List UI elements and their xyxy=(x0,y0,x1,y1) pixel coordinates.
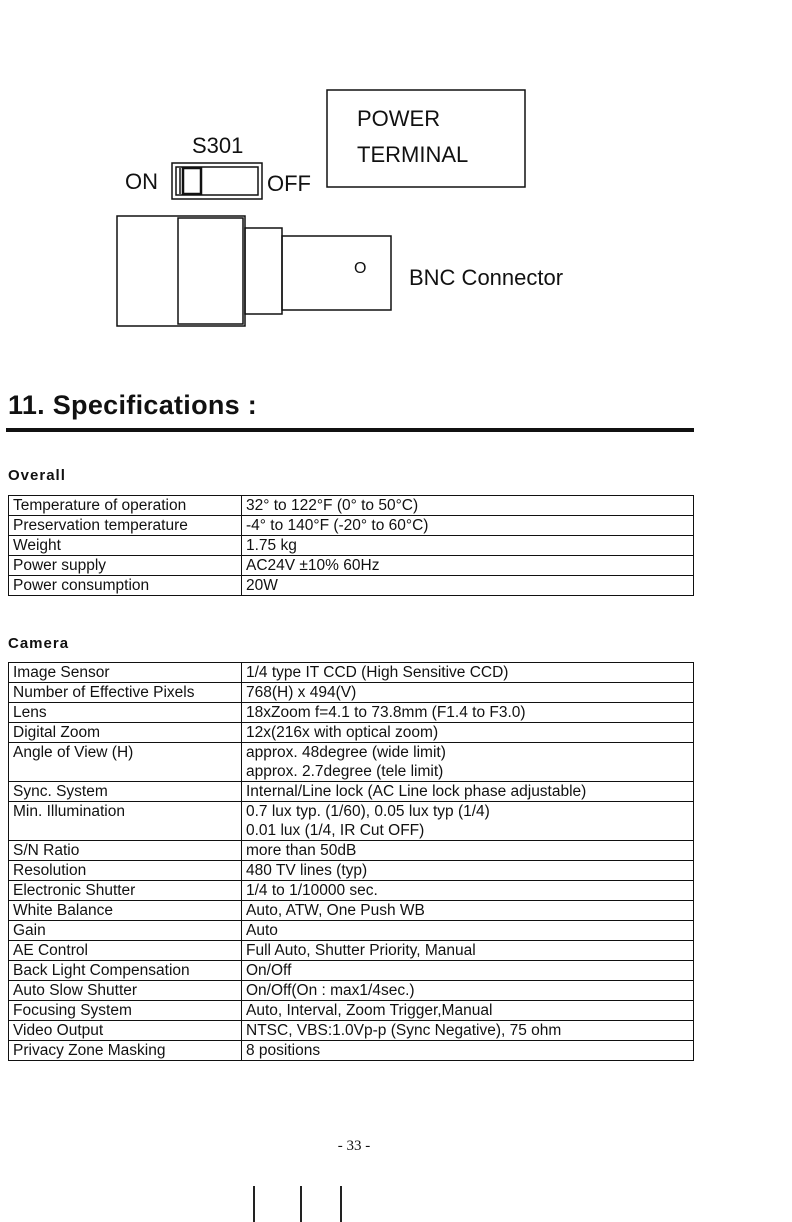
camera-body xyxy=(117,216,245,326)
bnc-connector xyxy=(282,236,391,310)
binding-mark xyxy=(253,1186,255,1222)
spec-value-line: On/Off xyxy=(246,962,292,979)
switch-slider xyxy=(183,168,201,194)
spec-value xyxy=(242,703,694,723)
spec-value xyxy=(242,723,694,743)
spec-row xyxy=(9,723,694,743)
spec-value xyxy=(242,881,694,901)
spec-label: Min. Illumination xyxy=(9,802,242,841)
spec-value xyxy=(242,1041,694,1061)
spec-value xyxy=(242,683,694,703)
spec-value-line: 1/4 to 1/10000 sec. xyxy=(246,882,378,899)
spec-value-line: -4° to 140°F (-20° to 60°C) xyxy=(246,517,429,534)
spec-value xyxy=(242,556,694,576)
bnc-connector-label: BNC Connector xyxy=(409,265,564,290)
spec-value-line: approx. 48degree (wide limit) xyxy=(246,744,446,761)
camera-spec-table xyxy=(8,662,694,1061)
spec-row xyxy=(9,663,694,683)
switch-name-label: S301 xyxy=(192,133,244,158)
spec-value xyxy=(242,1001,694,1021)
spec-row xyxy=(9,1021,694,1041)
spec-label: Number of Effective Pixels xyxy=(9,683,242,703)
page-number: - 33 - xyxy=(337,1138,371,1154)
spec-label: Image Sensor xyxy=(9,663,242,683)
spec-row xyxy=(9,683,694,703)
overall-title: Overall xyxy=(8,467,66,484)
spec-value xyxy=(242,496,694,516)
spec-value-line: Full Auto, Shutter Priority, Manual xyxy=(246,942,476,959)
spec-label: S/N Ratio xyxy=(9,841,242,861)
spec-label: Focusing System xyxy=(9,1001,242,1021)
spec-label: White Balance xyxy=(9,901,242,921)
spec-label: Weight xyxy=(9,536,242,556)
spec-value-line: 18xZoom f=4.1 to 73.8mm (F1.4 to F3.0) xyxy=(246,704,526,721)
spec-value-line: 8 positions xyxy=(246,1042,321,1059)
spec-label: Digital Zoom xyxy=(9,723,242,743)
switch-on-label: ON xyxy=(125,169,158,194)
spec-value xyxy=(242,663,694,683)
spec-row xyxy=(9,981,694,1001)
camera-inner-block xyxy=(178,218,243,324)
spec-value-line: NTSC, VBS:1.0Vp-p (Sync Negative), 75 ohm xyxy=(246,1022,562,1039)
spec-value-line: 1.75 kg xyxy=(246,537,297,554)
spec-label: Power consumption xyxy=(9,576,242,596)
power-terminal-label-2: TERMINAL xyxy=(357,142,469,167)
spec-value-line: 0.01 lux (1/4, IR Cut OFF) xyxy=(246,822,425,839)
spec-row xyxy=(9,556,694,576)
spec-value-line: 1/4 type IT CCD (High Sensitive CCD) xyxy=(246,664,509,681)
spec-row xyxy=(9,703,694,723)
connector-neck xyxy=(245,228,282,314)
spec-value-line: Internal/Line lock (AC Line lock phase adjustable) xyxy=(246,783,587,800)
spec-row xyxy=(9,743,694,782)
spec-row xyxy=(9,841,694,861)
spec-value xyxy=(242,536,694,556)
binding-mark xyxy=(300,1186,302,1222)
spec-label: Sync. System xyxy=(9,782,242,802)
switch-off-label: OFF xyxy=(267,171,311,196)
camera-title: Camera xyxy=(8,635,70,652)
spec-value xyxy=(242,941,694,961)
spec-value-line: Auto xyxy=(246,922,278,939)
spec-row xyxy=(9,1041,694,1061)
spec-label: Video Output xyxy=(9,1021,242,1041)
spec-value-line: Auto, Interval, Zoom Trigger,Manual xyxy=(246,1002,493,1019)
spec-value xyxy=(242,516,694,536)
spec-value-line: On/Off(On : max1/4sec.) xyxy=(246,982,415,999)
spec-label: Angle of View (H) xyxy=(9,743,242,782)
section-title: 11. Specifications : xyxy=(8,390,258,420)
spec-row xyxy=(9,782,694,802)
spec-row xyxy=(9,881,694,901)
binding-mark xyxy=(340,1186,342,1222)
spec-value xyxy=(242,743,694,782)
spec-value-line: 20W xyxy=(246,577,278,594)
spec-label: Lens xyxy=(9,703,242,723)
spec-value-line: 0.7 lux typ. (1/60), 0.05 lux typ (1/4) xyxy=(246,803,490,820)
spec-row xyxy=(9,536,694,556)
overall-spec-table xyxy=(8,495,694,596)
spec-row xyxy=(9,576,694,596)
spec-row xyxy=(9,1001,694,1021)
spec-value-line: 32° to 122°F (0° to 50°C) xyxy=(246,497,419,514)
spec-label: Auto Slow Shutter xyxy=(9,981,242,1001)
spec-value xyxy=(242,901,694,921)
spec-row xyxy=(9,961,694,981)
spec-row xyxy=(9,861,694,881)
spec-label: Back Light Compensation xyxy=(9,961,242,981)
spec-value xyxy=(242,961,694,981)
spec-value-line: 12x(216x with optical zoom) xyxy=(246,724,439,741)
spec-value xyxy=(242,1021,694,1041)
spec-row xyxy=(9,941,694,961)
spec-label: Power supply xyxy=(9,556,242,576)
spec-row xyxy=(9,516,694,536)
connection-diagram xyxy=(0,0,792,340)
spec-value xyxy=(242,841,694,861)
spec-value xyxy=(242,861,694,881)
spec-label: AE Control xyxy=(9,941,242,961)
spec-row xyxy=(9,921,694,941)
spec-value-line: Auto, ATW, One Push WB xyxy=(246,902,425,919)
switch-inner xyxy=(176,167,258,195)
spec-value xyxy=(242,576,694,596)
spec-label: Resolution xyxy=(9,861,242,881)
power-terminal-label-1: POWER xyxy=(357,106,441,131)
diagram-drawing xyxy=(0,0,792,340)
spec-value-line: AC24V ±10% 60Hz xyxy=(246,557,380,574)
spec-value-line: more than 50dB xyxy=(246,842,357,859)
spec-value-line: 480 TV lines (typ) xyxy=(246,862,368,879)
spec-value xyxy=(242,921,694,941)
spec-row xyxy=(9,901,694,921)
spec-row xyxy=(9,496,694,516)
spec-label: Electronic Shutter xyxy=(9,881,242,901)
spec-value-line: approx. 2.7degree (tele limit) xyxy=(246,763,444,780)
spec-label: Temperature of operation xyxy=(9,496,242,516)
spec-value-line: 768(H) x 494(V) xyxy=(246,684,357,701)
spec-value xyxy=(242,782,694,802)
power-terminal-box xyxy=(327,90,525,187)
spec-label: Preservation temperature xyxy=(9,516,242,536)
spec-value xyxy=(242,981,694,1001)
spec-label: Privacy Zone Masking xyxy=(9,1041,242,1061)
spec-value xyxy=(242,802,694,841)
spec-label: Gain xyxy=(9,921,242,941)
spec-row xyxy=(9,802,694,841)
connector-mark: O xyxy=(354,260,367,277)
title-rule xyxy=(6,428,694,432)
